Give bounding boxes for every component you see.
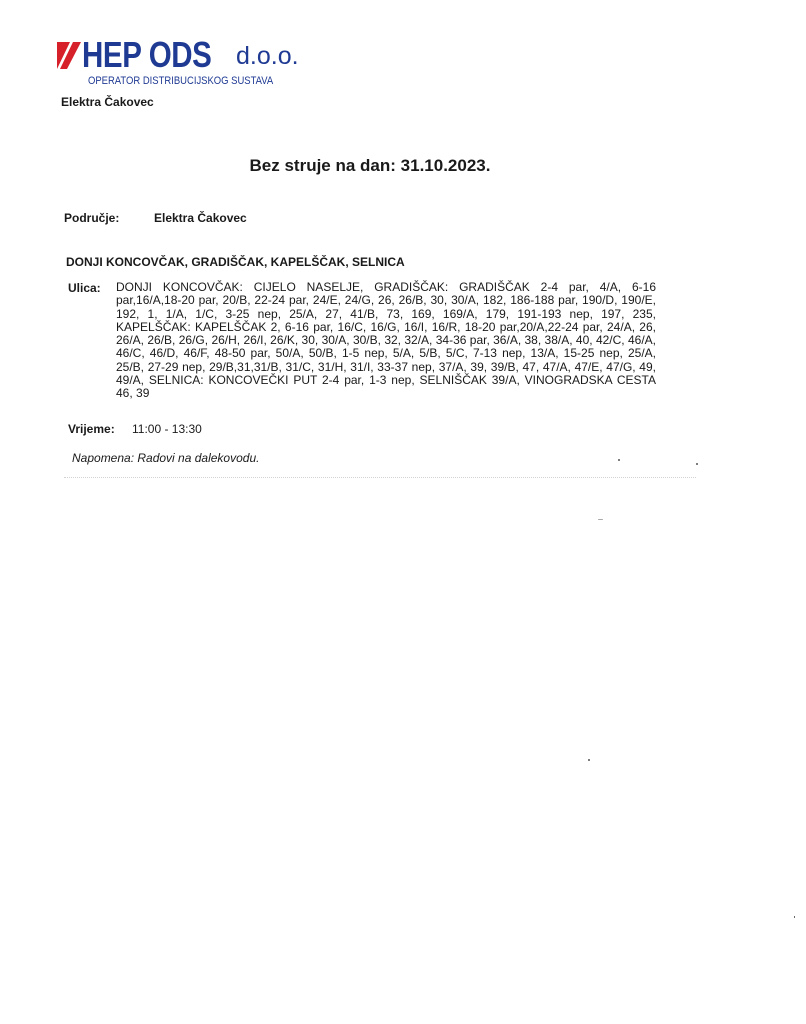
street-list: DONJI KONCOVČAK: CIJELO NASELJE, GRADIŠČAK: GRADIŠČAK 2-4 par, 4/A, 6-16 par,16/A,18-20 par, 20/B, 22-24 par, 24/E, 24/G, 26, 26/B, 30, 30/A, 182, 186-188 par, 190/D, 190/E, 192, 1, 1/A, 1/C, 3-25 nep, 25/A, 27, 41/B, 73, 169, 169/A, 179, 191-193 nep, 197, 235, KAPELŠČAK: KAPELŠČAK 2, 6-16 par, 16/C, 16/G, 16/I, 16/R, 18-20 par,20/A,22-24 par, 24/A, 26, 26/A, 26/B, 26/G, 26/H, 26/I, 26/K, 30, 30/A, 30/B, 32, 32/A, 34-36 par, 36/A, 38, 38/A, 40, 42/C, 46/A, 46/C, 46/D, 46/F, 48-50 par, 50/A, 50/B, 1-5 nep, 5/A, 5/B, 5/C, 7-13 nep, 13/A, 15-25 nep, 25/A, 25/B, 27-29 nep, 29/B,31,31/B, 31/C, 31/H, 31/I, 33-37 nep, 37/A, 39, 39/B, 47, 47/A, 47/E, 47/G, 49, 49/A, SELNICA: KONCOVEČKI PUT 2-4 par, 1-3 nep, SELNIŠČAK 39/A, VINOGRADSKA CESTA 46, 39 [116, 280, 656, 401]
time-value: 11:00 - 13:30 [132, 422, 202, 436]
organization-name: Elektra Čakovec [61, 95, 154, 109]
logo-suffix: d.o.o. [236, 42, 299, 70]
lightning-mark-icon [56, 40, 82, 70]
section-divider [64, 477, 696, 478]
document-title: Bez struje na dan: 31.10.2023. [249, 156, 491, 175]
scan-speck [618, 459, 620, 461]
note: Napomena: Radovi na dalekovodu. [72, 451, 260, 465]
logo-brand: HEP ODS [82, 34, 212, 75]
scan-speck [696, 463, 698, 465]
outage-section-title: DONJI KONCOVČAK, GRADIŠČAK, KAPELŠČAK, SELNICA [66, 255, 405, 269]
area-label: Područje: [64, 211, 120, 225]
area-value: Elektra Čakovec [154, 211, 247, 225]
scan-speck [598, 519, 603, 520]
scan-speck [794, 916, 795, 918]
street-label: Ulica: [68, 281, 101, 295]
logo-tagline: OPERATOR DISTRIBUCIJSKOG SUSTAVA [88, 75, 274, 87]
hep-ods-logo [56, 36, 306, 92]
time-label: Vrijeme: [68, 422, 115, 436]
scan-speck [588, 759, 590, 761]
